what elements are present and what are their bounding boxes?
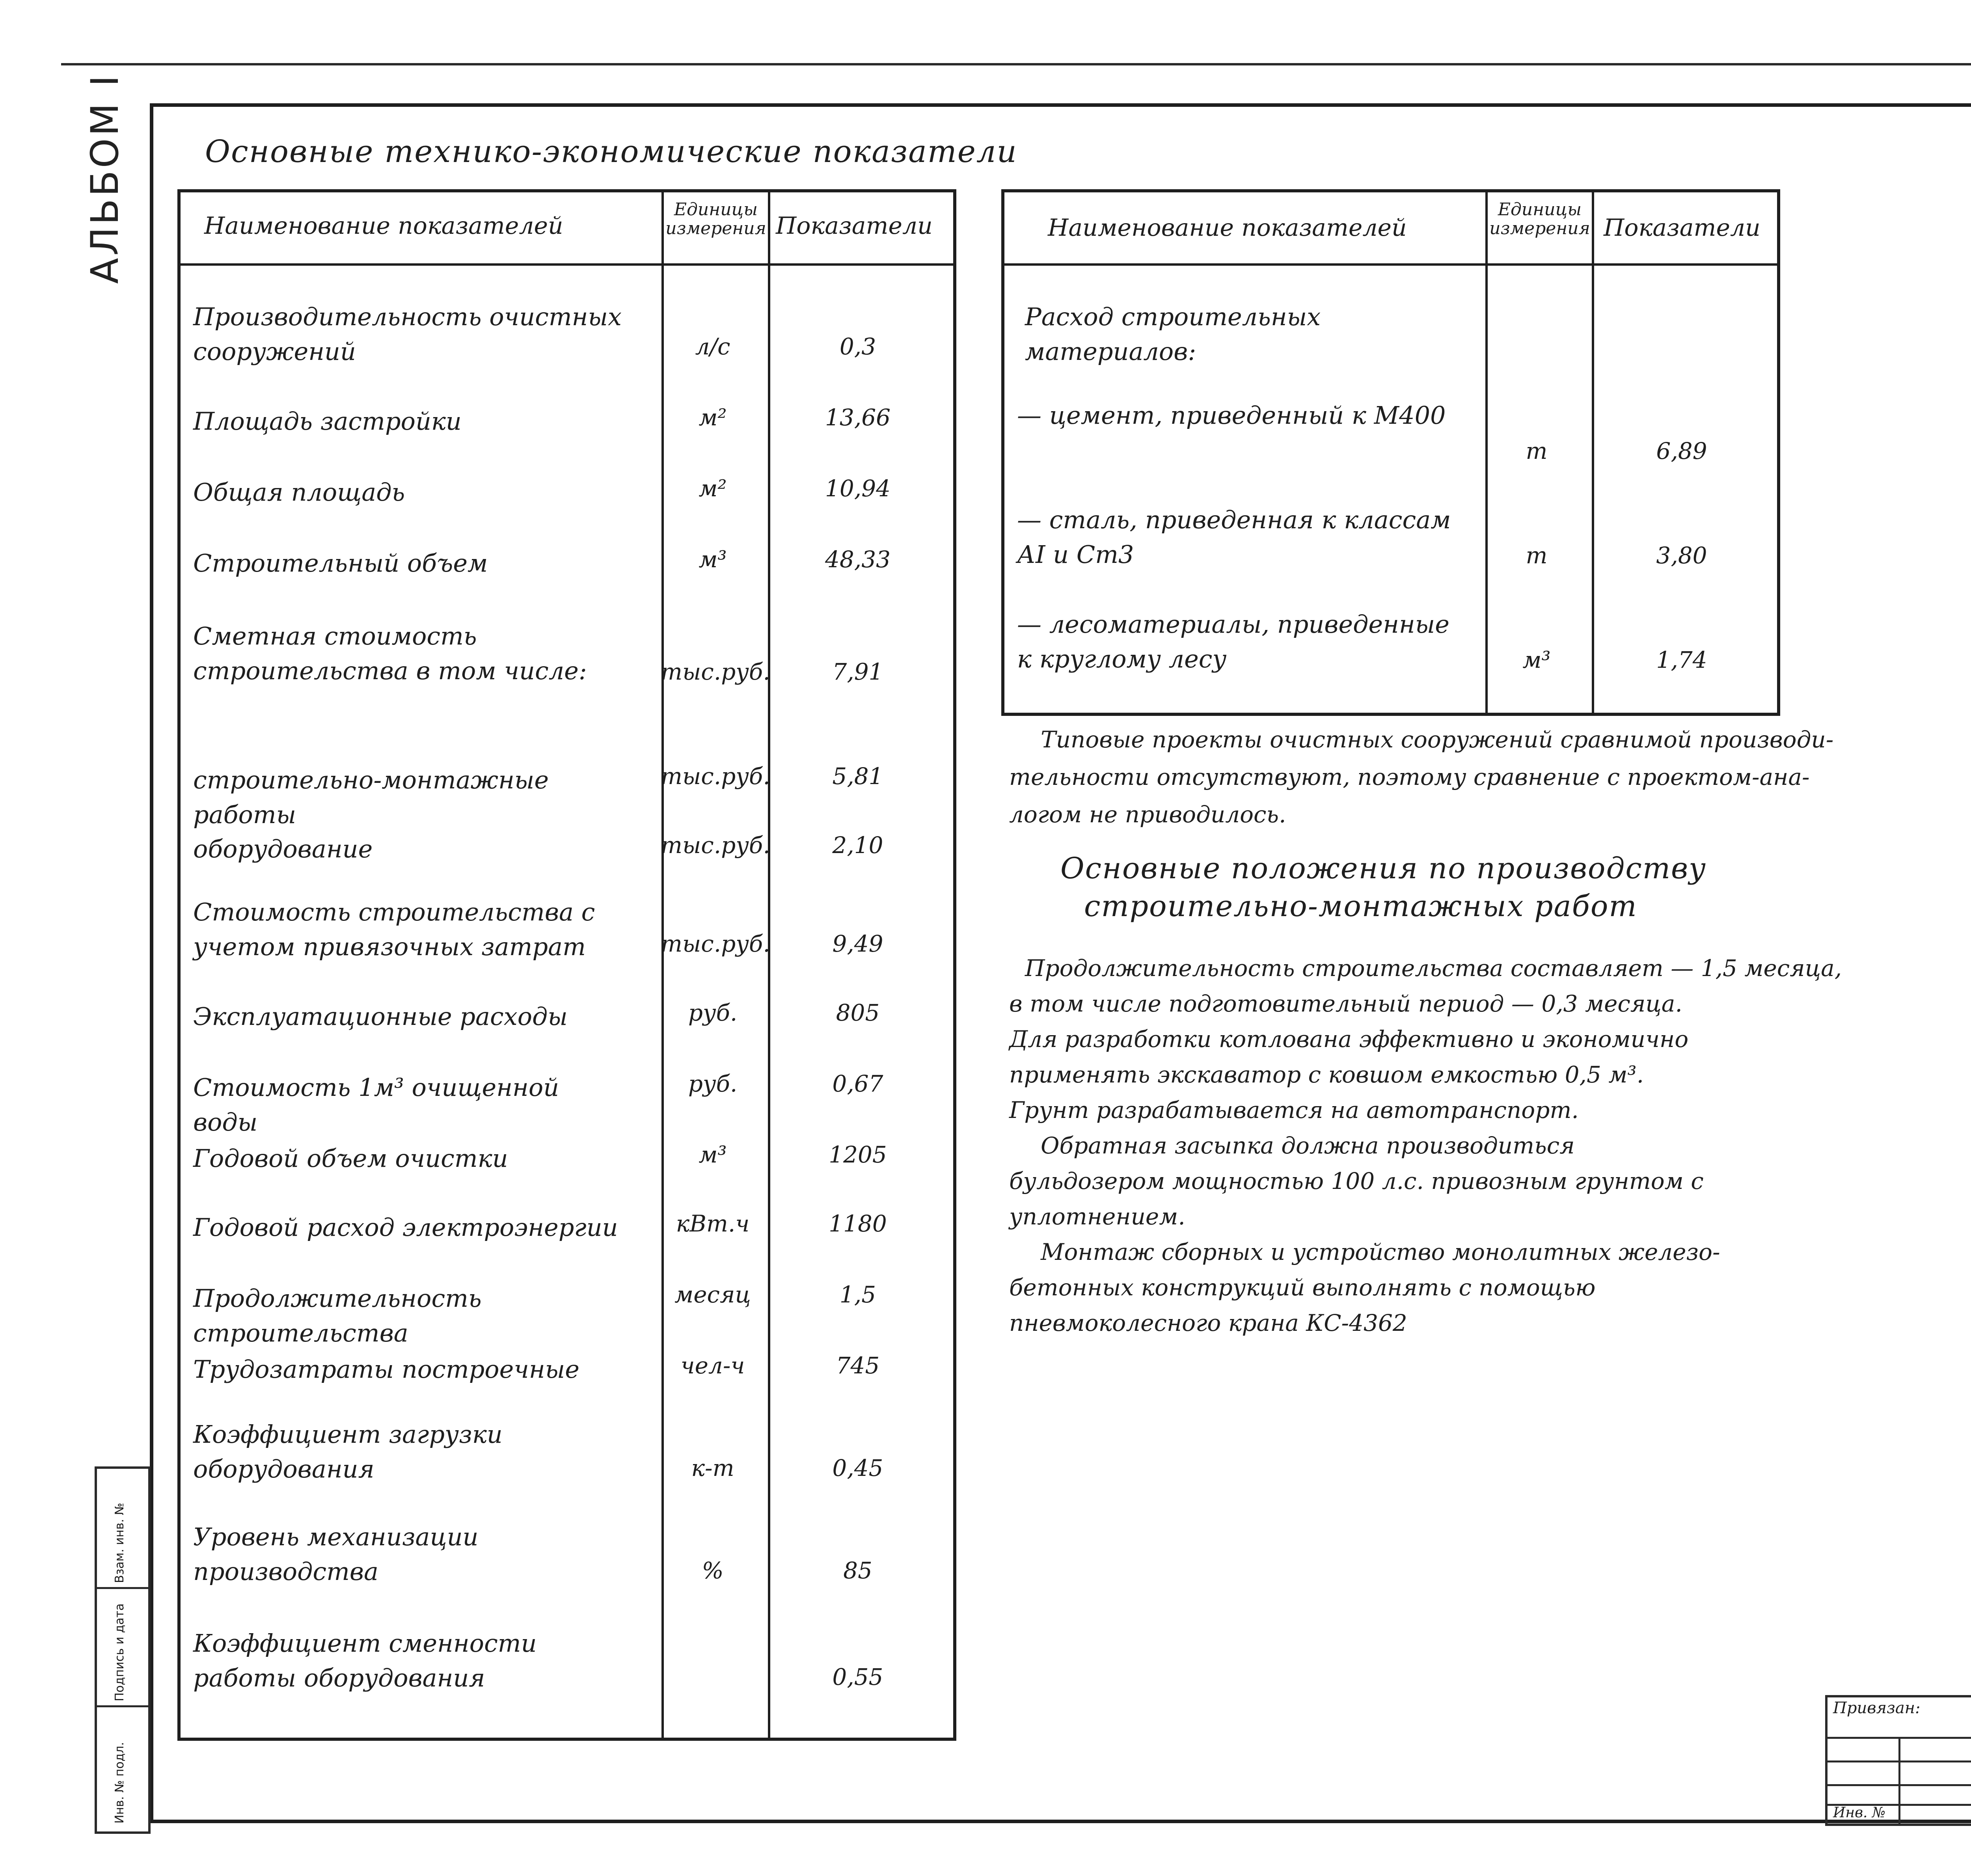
note-line: тельности отсутствуют, поэтому сравнение с проектом-ана- bbox=[1009, 764, 1810, 790]
approval-strip bbox=[95, 1466, 151, 1834]
row-name: — цемент, приведенный к М400 bbox=[1017, 401, 1446, 430]
strip-label-inv: Инв. № подл. bbox=[113, 1742, 127, 1824]
row-value: 0,3 bbox=[839, 333, 876, 360]
row-value: 1,5 bbox=[839, 1281, 876, 1308]
row-unit: м³ bbox=[699, 1141, 727, 1168]
row-name: Уровень механизации производства bbox=[193, 1522, 479, 1586]
body-line: Обратная засыпка должна производиться bbox=[1041, 1132, 1575, 1159]
row-name: Площадь застройки bbox=[193, 407, 462, 436]
row-unit: тыс.руб. bbox=[661, 658, 770, 685]
row-unit: т bbox=[1526, 542, 1548, 569]
row-name: строительно-монтажные работы bbox=[193, 766, 549, 829]
row-unit: м³ bbox=[699, 546, 727, 573]
row-value: 0,67 bbox=[832, 1070, 883, 1097]
row-name: Стоимость 1м³ очищенной воды bbox=[193, 1073, 559, 1136]
stamp-privyazan-label: Привязан: bbox=[1833, 1699, 1921, 1717]
row-name: Сметная стоимость строительства в том числе: bbox=[193, 622, 587, 685]
row-value: 9,49 bbox=[832, 930, 883, 957]
header-divider bbox=[1004, 263, 1777, 266]
row-value: 3,80 bbox=[1656, 542, 1707, 569]
header-unit: Единицы измерения bbox=[1489, 199, 1590, 238]
row-value: 0,55 bbox=[832, 1664, 883, 1690]
row-value: 13,66 bbox=[825, 404, 891, 431]
body-line: пневмоколесного крана КС-4362 bbox=[1009, 1310, 1407, 1336]
album-label: АЛЬБОМ I bbox=[83, 73, 127, 284]
row-unit: руб. bbox=[688, 999, 738, 1026]
body-line: бульдозером мощностью 100 л.с. привозным грунтом с bbox=[1009, 1168, 1704, 1194]
body-line: бетонных конструкций выполнять с помощью bbox=[1009, 1274, 1596, 1301]
row-value: 805 bbox=[836, 999, 880, 1026]
strip-divider bbox=[97, 1587, 148, 1589]
row-unit: кВт.ч bbox=[676, 1210, 750, 1237]
row-unit: л/с bbox=[695, 333, 730, 360]
row-name: Стоимость строительства с учетом привязочных затрат bbox=[193, 898, 595, 961]
section-title-line: Основные положения по производству bbox=[1060, 851, 1706, 885]
binding-stamp bbox=[1825, 1695, 1971, 1826]
row-name: Эксплуатационные расходы bbox=[193, 1002, 568, 1031]
row-unit: к-т bbox=[691, 1455, 734, 1481]
stamp-inv-label: Инв. № bbox=[1833, 1805, 1886, 1821]
row-unit: т bbox=[1526, 438, 1548, 464]
body-line: Продолжительность строительства составляет — 1,5 месяца, bbox=[1025, 955, 1842, 982]
header-value: Показатели bbox=[776, 212, 933, 240]
row-unit: тыс.руб. bbox=[661, 832, 770, 859]
header-name: Наименование показателей bbox=[1048, 214, 1407, 242]
body-line: применять экскаватор с ковшом емкостью 0,5 м³. bbox=[1009, 1061, 1644, 1088]
body-line: Монтаж сборных и устройство монолитных железо- bbox=[1041, 1239, 1720, 1265]
stamp-col-line bbox=[1898, 1737, 1900, 1824]
row-value: 6,89 bbox=[1656, 438, 1707, 464]
body-line: в том числе подготовительный период — 0,3 месяца. bbox=[1009, 990, 1682, 1017]
row-name: Производительность очистных сооружений bbox=[193, 302, 622, 366]
row-unit: м³ bbox=[1522, 646, 1551, 673]
row-unit: тыс.руб. bbox=[661, 930, 770, 957]
row-name: Коэффициент загрузки оборудования bbox=[193, 1420, 503, 1483]
row-unit: руб. bbox=[688, 1070, 738, 1097]
row-value: 745 bbox=[836, 1352, 880, 1379]
strip-label-sign: Подпись и дата bbox=[113, 1603, 127, 1701]
row-value: 48,33 bbox=[825, 546, 891, 573]
note-line: логом не приводилось. bbox=[1009, 801, 1286, 828]
row-unit: тыс.руб. bbox=[661, 763, 770, 790]
body-line: Для разработки котлована эффективно и экономично bbox=[1009, 1026, 1689, 1053]
strip-divider bbox=[97, 1705, 148, 1707]
section-title bbox=[1060, 850, 1706, 925]
row-value: 1180 bbox=[829, 1210, 887, 1237]
row-unit: чел-ч bbox=[680, 1352, 745, 1379]
row-value: 5,81 bbox=[832, 763, 883, 790]
row-value: 1,74 bbox=[1656, 646, 1707, 673]
row-value: 10,94 bbox=[825, 475, 891, 502]
row-name: Годовой расход электроэнергии bbox=[193, 1213, 618, 1242]
row-name: — сталь, приведенная к классам АI и Ст3 bbox=[1017, 505, 1451, 569]
header-name: Наименование показателей bbox=[204, 212, 563, 240]
row-value: 2,10 bbox=[832, 832, 883, 859]
row-name: Коэффициент сменности работы оборудования bbox=[193, 1629, 537, 1692]
document-title: Основные технико-экономические показатели bbox=[205, 134, 1017, 170]
row-value: 85 bbox=[843, 1557, 872, 1584]
row-name: Трудозатраты построечные bbox=[193, 1355, 579, 1384]
row-name: Строительный объем bbox=[193, 549, 488, 578]
row-value: 7,91 bbox=[832, 658, 883, 685]
row-name: оборудование bbox=[193, 835, 373, 863]
body-line: уплотнением. bbox=[1009, 1203, 1185, 1230]
row-name: Продолжительность строительства bbox=[193, 1284, 482, 1347]
row-name: Годовой объем очистки bbox=[193, 1144, 508, 1173]
strip-label-vzam: Взам. инв. № bbox=[113, 1503, 127, 1583]
row-unit: м² bbox=[699, 404, 727, 431]
row-unit: месяц bbox=[674, 1281, 751, 1308]
body-line: Грунт разрабатывается на автотранспорт. bbox=[1009, 1097, 1579, 1123]
header-unit: Единицы измерения bbox=[665, 199, 766, 238]
row-unit: % bbox=[702, 1557, 724, 1584]
row-value: 1205 bbox=[829, 1141, 887, 1168]
row-value: 0,45 bbox=[832, 1455, 883, 1481]
section-title-line: строительно-монтажных работ bbox=[1084, 889, 1638, 923]
row-name: — лесоматериалы, приведенные к круглому лесу bbox=[1017, 610, 1449, 673]
row-unit: м² bbox=[699, 475, 727, 502]
header-divider bbox=[181, 263, 953, 266]
row-name: Общая площадь bbox=[193, 478, 405, 507]
note-line: Типовые проекты очистных сооружений сравнимой производи- bbox=[1041, 726, 1834, 753]
header-value: Показатели bbox=[1604, 214, 1760, 242]
materials-intro: Расход строительных материалов: bbox=[1025, 302, 1321, 366]
